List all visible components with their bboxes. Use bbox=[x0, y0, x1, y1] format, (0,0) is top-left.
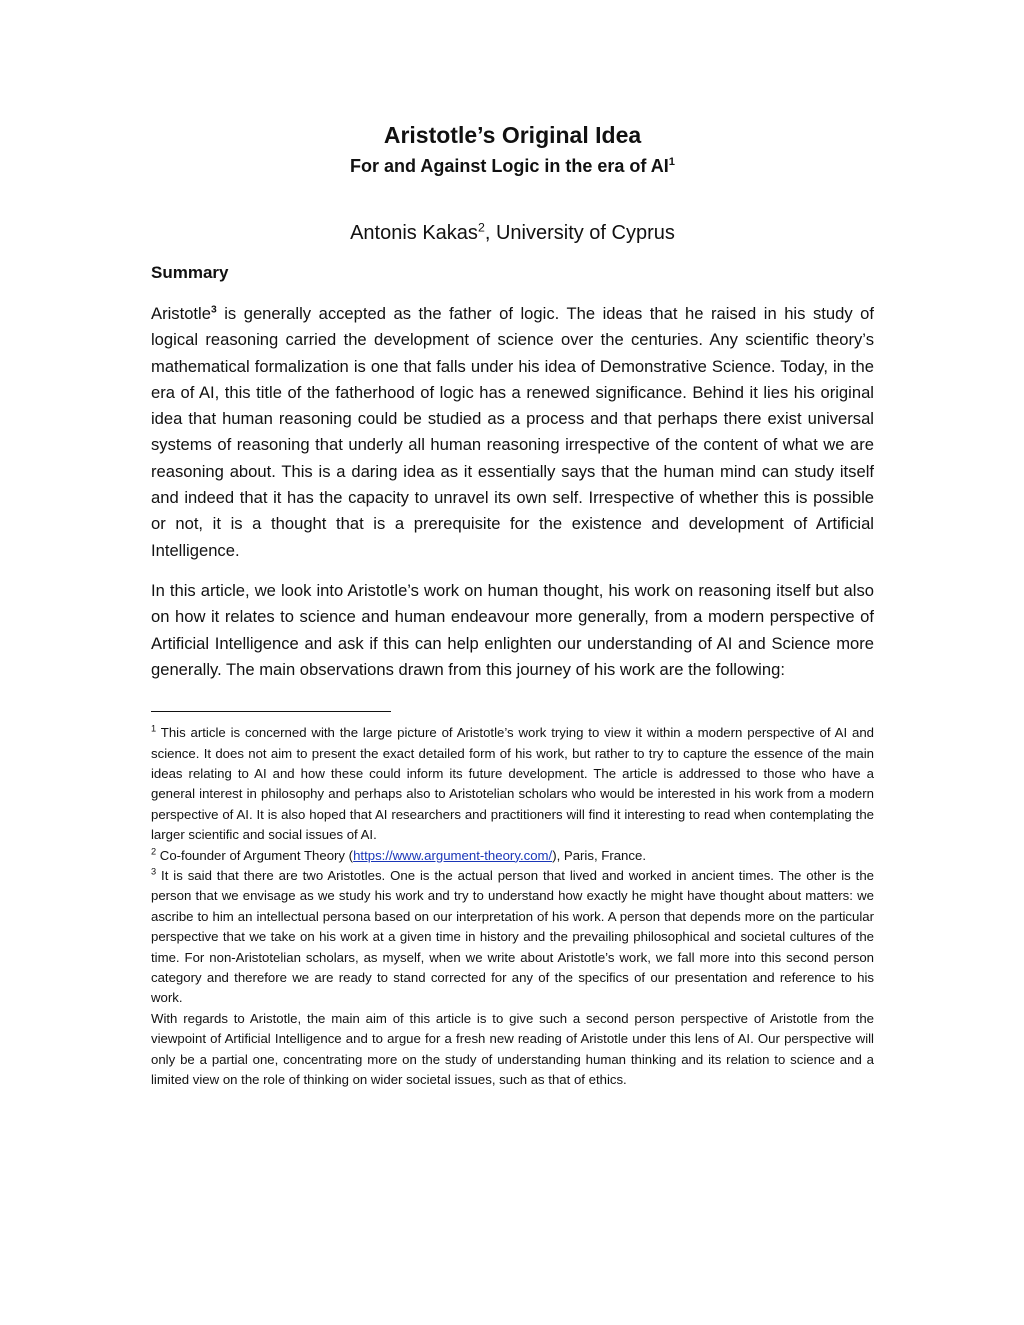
footnote-3-text: It is said that there are two Aristotles. One is the actual person that lived and worked in ancient times. The other is the person that we envisage as we study his work and try to understand how exactly he might have thought about matters: we ascribe to him an intellectual persona based on our interpretation of his work. A person that depends more on the particular perspective that we take on his work at a given time in history and the prevailing philosophical and societal cultures of the time. For non-Aristotelian scholars, as myself, when we write about Aristotle’s work, we fall more into this second person category and therefore we are ready to stand corrected for any of the specifics of our presentation and reference to his work. bbox=[151, 868, 874, 1006]
author-line bbox=[151, 220, 874, 246]
subtitle-text: For and Against Logic in the era of AI bbox=[350, 156, 669, 176]
footnote-1 bbox=[151, 723, 874, 845]
footnote-3-mark: 3 bbox=[151, 866, 157, 877]
footnotes bbox=[151, 723, 874, 1090]
footnote-2-before: Co-founder of Argument Theory ( bbox=[156, 847, 354, 863]
paper-subtitle bbox=[151, 154, 874, 178]
footnote-2 bbox=[151, 846, 874, 866]
summary-heading: Summary bbox=[151, 263, 229, 282]
summary-paragraph-1 bbox=[151, 301, 874, 564]
footnote-2-mark: 2 bbox=[151, 846, 157, 857]
document-page bbox=[151, 120, 874, 1090]
author-affiliation: , University of Cyprus bbox=[484, 222, 675, 244]
footnote-3 bbox=[151, 866, 874, 1009]
paper-title: Aristotle’s Original Idea bbox=[383, 122, 642, 148]
footnote-ref-1[interactable]: 1 bbox=[668, 156, 675, 168]
footnote-separator bbox=[151, 711, 391, 712]
footnote-1-text: This article is concerned with the large picture of Aristotle’s work trying to view it within a modern perspective of AI and science. It does not aim to present the exact detailed form of his work, but rather to try to capture the essence of the main ideas relating to AI and how these could inform its future development. The article is addressed to those who have a general interest in philosophy and perhaps also to Aristotelian scholars who would be interested in his work from a modern perspective of AI. It is also hoped that AI researchers and practitioners will find it interesting to read when contemplating the larger scientific and social issues of AI. bbox=[151, 725, 874, 843]
author-name: Antonis Kakas bbox=[350, 222, 478, 244]
paragraph-lead: Aristotle bbox=[151, 304, 211, 323]
footnote-ref-2[interactable]: 2 bbox=[477, 220, 485, 235]
paragraph-1-text: is generally accepted as the father of logic. The ideas that he raised in his study of logical reasoning carried the development of science over the centuries. Any scientific theory’s mathematical formalization is one that falls under his idea of Demonstrative Science. Today, in the era of AI, this title of the fatherhood of logic has a renewed significance. Behind it lies his original idea that human reasoning could be studied as a process and that perhaps there exist universal systems of reasoning that underly all human reasoning irrespective of the content of what we are reasoning about. This is a daring idea as it essentially says that the human mind can study itself and indeed that it has the capacity to unravel its own self. Irrespective of whether this is possible or not, it is a thought that is a prerequisite for the existence and development of Artificial Intelligence. bbox=[151, 304, 874, 560]
argument-theory-link[interactable]: https://www.argument-theory.com/ bbox=[353, 847, 553, 863]
footnote-3-continued: With regards to Aristotle, the main aim of this article is to give such a second person perspective of Aristotle from the viewpoint of Artificial Intelligence and to argue for a fresh new reading of Aristotle under this lens of AI. Our perspective will only be a partial one, concentrating more on the study of understanding human thinking and its relation to science and a limited view on the role of thinking on wider societal issues, such as that of ethics. bbox=[151, 1010, 874, 1088]
body-text bbox=[151, 301, 874, 683]
footnote-1-mark: 1 bbox=[151, 723, 157, 734]
summary-paragraph-2: In this article, we look into Aristotle’s work on human thought, his work on reasoning itself but also on how it relates to science and human endeavour more generally, from a modern perspective of Artificial Intelligence and ask if this can help enlighten our understanding of AI and Science more generally. The main observations drawn from this journey of his work are the following: bbox=[151, 580, 874, 679]
footnote-2-after: ), Paris, France. bbox=[552, 847, 646, 863]
footnote-ref-3[interactable]: 3 bbox=[210, 304, 217, 316]
